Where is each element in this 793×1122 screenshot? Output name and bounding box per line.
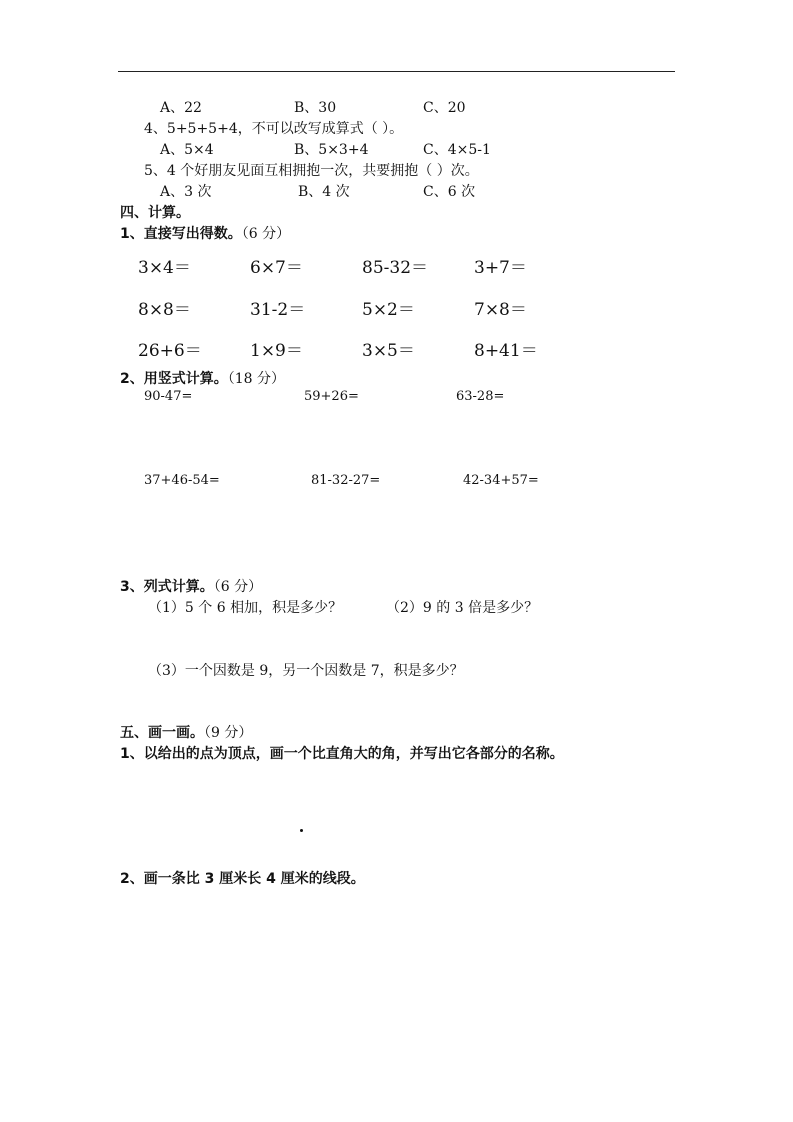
mental-item: 5×2＝ [362, 300, 415, 320]
q4-option-c: C、4×5-1 [423, 142, 491, 158]
draw-task-2: 2、画一条比 3 厘米长 4 厘米的线段。 [120, 871, 365, 887]
part-3-points: （6 分） [213, 579, 263, 595]
part-2-points: （18 分） [227, 371, 286, 387]
vertical-item: 63-28= [456, 389, 505, 404]
mental-item: 3×5＝ [362, 341, 415, 361]
part-2-heading [120, 368, 285, 388]
part-1-points: （6 分） [241, 226, 291, 242]
q5-question: 5、4 个好朋友见面互相拥抱一次，共要拥抱（ ）次。 [144, 163, 479, 179]
vertical-item: 59+26= [304, 389, 359, 404]
draw-task-1: 1、以给出的点为顶点，画一个比直角大的角，并写出它各部分的名称。 [120, 746, 564, 762]
word-problem: （3）一个因数是 9，另一个因数是 7，积是多少？ [148, 663, 464, 679]
mental-item: 7×8＝ [474, 300, 527, 320]
section-5-heading [120, 722, 252, 742]
vertical-item: 90-47= [144, 389, 193, 404]
word-problem: （1）5 个 6 相加，积是多少？ [148, 600, 343, 616]
vertical-item: 81-32-27= [311, 473, 381, 488]
mental-item: 8+41＝ [474, 341, 538, 361]
q4-option-b: B、5×3+4 [294, 142, 369, 158]
q5-option-b: B、4 次 [298, 184, 350, 200]
mental-item: 3×4＝ [138, 258, 191, 278]
q4-option-a: A、5×4 [160, 142, 214, 158]
header-rule [118, 71, 675, 72]
mental-item: 8×8＝ [138, 300, 191, 320]
section-5-points: （9 分） [204, 725, 253, 741]
section-4-heading: 四、计算。 [120, 205, 190, 221]
q5-option-c: C、6 次 [423, 184, 476, 200]
mental-item: 26+6＝ [138, 341, 202, 361]
part-3-title: 3、列式计算。 [120, 579, 214, 595]
mental-item: 1×9＝ [250, 341, 303, 361]
q3-option-c: C、20 [423, 100, 466, 116]
q5-option-a: A、3 次 [160, 184, 212, 200]
mental-item: 6×7＝ [250, 258, 303, 278]
mental-item: 85-32＝ [362, 258, 429, 278]
vertex-point [300, 829, 303, 832]
part-1-title: 1、直接写出得数。 [120, 226, 242, 242]
vertical-item: 37+46-54= [144, 473, 220, 488]
part-2-title: 2、用竖式计算。 [120, 371, 228, 387]
section-5-title: 五、画一画。 [120, 725, 204, 741]
mental-item: 3+7＝ [474, 258, 527, 278]
q4-question: 4、5+5+5+4，不可以改写成算式（ ）。 [144, 121, 404, 137]
part-3-heading [120, 576, 262, 596]
part-1-heading [120, 223, 290, 243]
q3-option-b: B、30 [294, 100, 337, 116]
word-problem: （2）9 的 3 倍是多少？ [386, 600, 539, 616]
vertical-item: 42-34+57= [463, 473, 539, 488]
q3-option-a: A、22 [160, 100, 202, 116]
mental-item: 31-2＝ [250, 300, 306, 320]
